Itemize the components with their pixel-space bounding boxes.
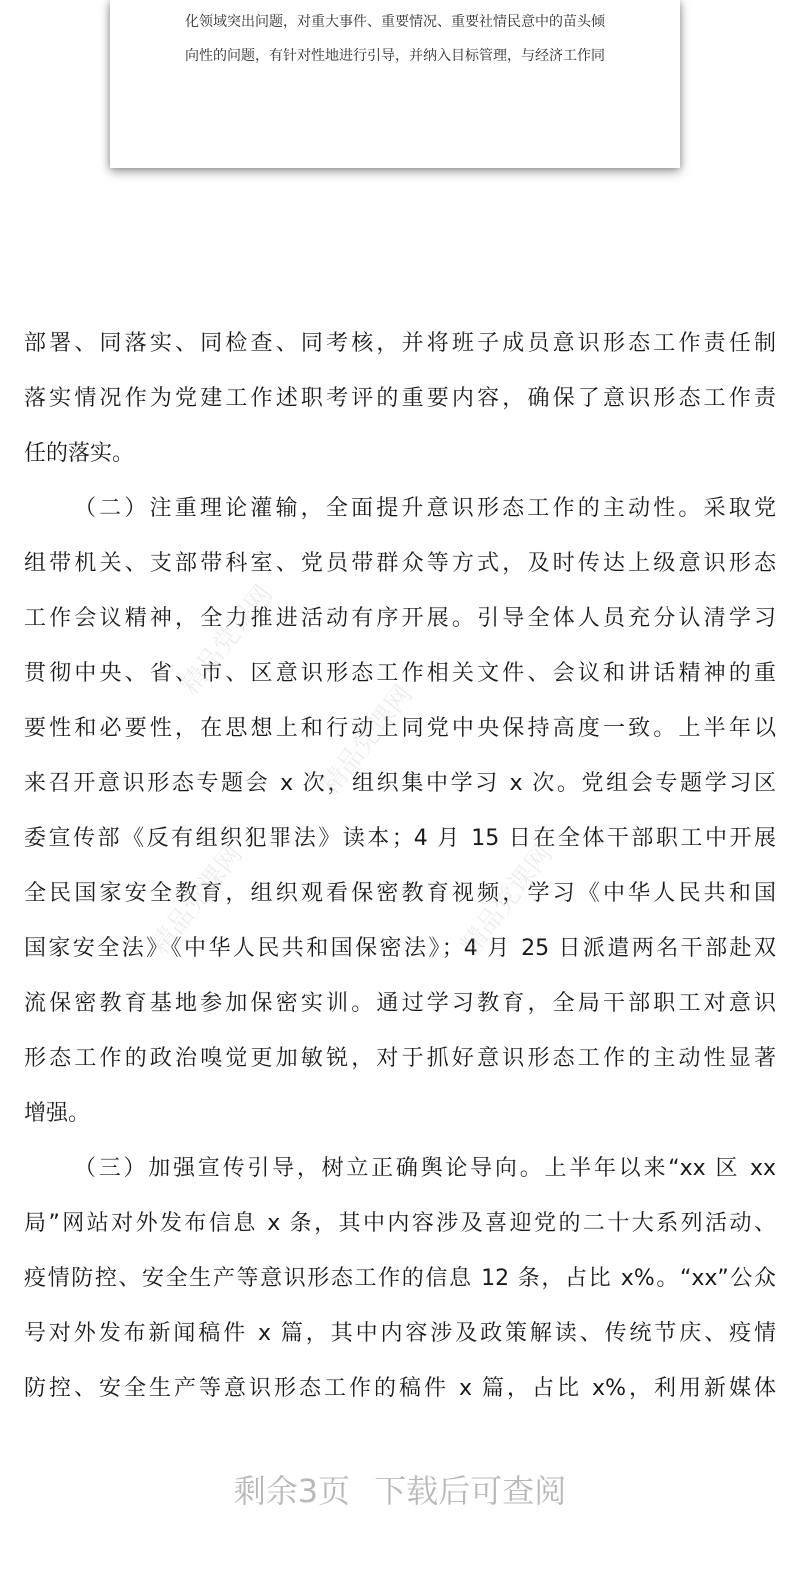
- text-line: 增强。: [24, 1101, 91, 1126]
- download-to-read-banner[interactable]: 剩余3页 下载后可查阅: [233, 1472, 567, 1510]
- text-line: 防控、安全生产等意识形态工作的稿件 x 篇，占比 x%，利用新媒体: [24, 1376, 776, 1401]
- text-line: 流保密教育基地参加保密实训。通过学习教育，全局干部职工对意识: [24, 991, 776, 1016]
- text-line: 疫情防控、安全生产等意识形态工作的信息 12 条，占比 x%。“xx”公众: [24, 1266, 776, 1291]
- document-body: [24, 321, 776, 1421]
- text-line: 落实情况作为党建工作述职考评的重要内容，确保了意识形态工作责: [24, 386, 776, 411]
- preview-line: 化领域突出问题，对重大事件、重要情况、重要社情民意中的苗头倾: [185, 14, 605, 30]
- watermark: 精品党课网: [455, 839, 559, 961]
- text-line: 任的落实。: [24, 441, 135, 466]
- preview-line: 向性的问题，有针对性地进行引导，并纳入目标管理，与经济工作同: [185, 48, 605, 64]
- text-line: 来召开意识形态专题会 x 次，组织集中学习 x 次。党组会专题学习区: [24, 771, 776, 796]
- watermark: 精品党课网: [175, 579, 279, 701]
- text-line: 国家安全法》《中华人民共和国保密法》；4 月 25 日派遣两名干部赴双: [24, 936, 776, 961]
- text-line: 工作会议精神，全力推进活动有序开展。引导全体人员充分认清学习: [24, 606, 776, 631]
- text-line: 组带机关、支部带科室、党员带群众等方式，及时传达上级意识形态: [24, 551, 776, 576]
- previous-page-preview: [110, 0, 680, 168]
- text-line: （二）注重理论灌输，全面提升意识形态工作的主动性。采取党: [74, 496, 776, 521]
- text-line: 部署、同落实、同检查、同考核，并将班子成员意识形态工作责任制: [24, 331, 776, 356]
- watermark: 精品党课网: [145, 839, 249, 961]
- text-line: （三）加强宣传引导，树立正确舆论导向。上半年以来“xx 区 xx: [74, 1156, 776, 1181]
- text-line: 委宣传部《反有组织犯罪法》读本；4 月 15 日在全体干部职工中开展: [24, 826, 776, 851]
- text-line: 形态工作的政治嗅觉更加敏锐，对于抓好意识形态工作的主动性显著: [24, 1046, 776, 1071]
- watermark: 精品党课网: [315, 679, 419, 801]
- text-line: 全民国家安全教育，组织观看保密教育视频，学习《中华人民共和国: [24, 881, 776, 906]
- text-line: 局”网站对外发布信息 x 条，其中内容涉及喜迎党的二十大系列活动、: [24, 1211, 776, 1236]
- text-line: 要性和必要性，在思想上和行动上同党中央保持高度一致。上半年以: [24, 716, 776, 741]
- text-line: 贯彻中央、省、市、区意识形态工作相关文件、会议和讲话精神的重: [24, 661, 776, 686]
- text-line: 号对外发布新闻稿件 x 篇，其中内容涉及政策解读、传统节庆、疫情: [24, 1321, 776, 1346]
